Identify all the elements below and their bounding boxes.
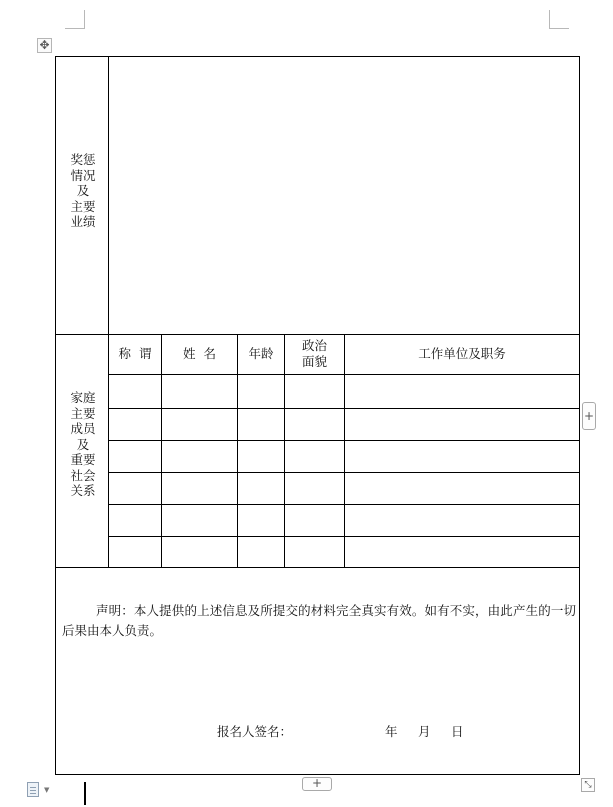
text-cursor	[84, 782, 86, 805]
family-row-2[interactable]	[109, 409, 579, 440]
family-row-6[interactable]	[109, 537, 579, 567]
table-resize-icon[interactable]: ⤡	[581, 778, 595, 792]
header-political-status: 政治 面貌	[301, 338, 327, 369]
date-year-label: 年	[385, 724, 398, 739]
crop-mark-top-left	[65, 10, 85, 29]
header-age: 年龄	[248, 346, 274, 361]
document-layout-icon[interactable]	[27, 782, 39, 797]
chevron-down-icon[interactable]: ▼	[44, 786, 50, 794]
table-border-bottom	[55, 774, 580, 775]
family-row-5[interactable]	[109, 505, 579, 536]
table-border-left	[55, 56, 56, 775]
family-row-1[interactable]	[109, 375, 579, 408]
awards-section-bottom	[55, 334, 580, 335]
header-work-unit: 工作单位及职务	[418, 346, 506, 361]
header-title: 称 谓	[118, 346, 152, 361]
signature-label: 报名人签名：	[217, 724, 293, 739]
awards-section-label: 奖惩 情况 及 主要 业绩	[70, 152, 96, 229]
add-column-plus-icon[interactable]: +	[582, 402, 596, 430]
family-row-4[interactable]	[109, 473, 579, 504]
table-move-handle-icon[interactable]: ✥	[37, 38, 52, 53]
family-section-bottom	[55, 567, 580, 568]
awards-content-cell[interactable]	[109, 57, 579, 334]
declaration-text: 声明：本人提供的上述信息及所提交的材料完全真实有效。如有不实，由此产生的一切后果由本人负责。	[62, 603, 576, 638]
family-row-3[interactable]	[109, 441, 579, 472]
family-section-label: 家庭 主要 成员 及 重要 社会 关系	[70, 390, 96, 498]
add-row-plus-icon[interactable]: +	[302, 777, 332, 791]
header-name: 姓 名	[183, 346, 216, 361]
table-border-right	[579, 56, 580, 775]
date-day-label: 日	[451, 724, 464, 739]
date-month-label: 月	[418, 724, 431, 739]
crop-mark-top-right	[549, 10, 569, 29]
